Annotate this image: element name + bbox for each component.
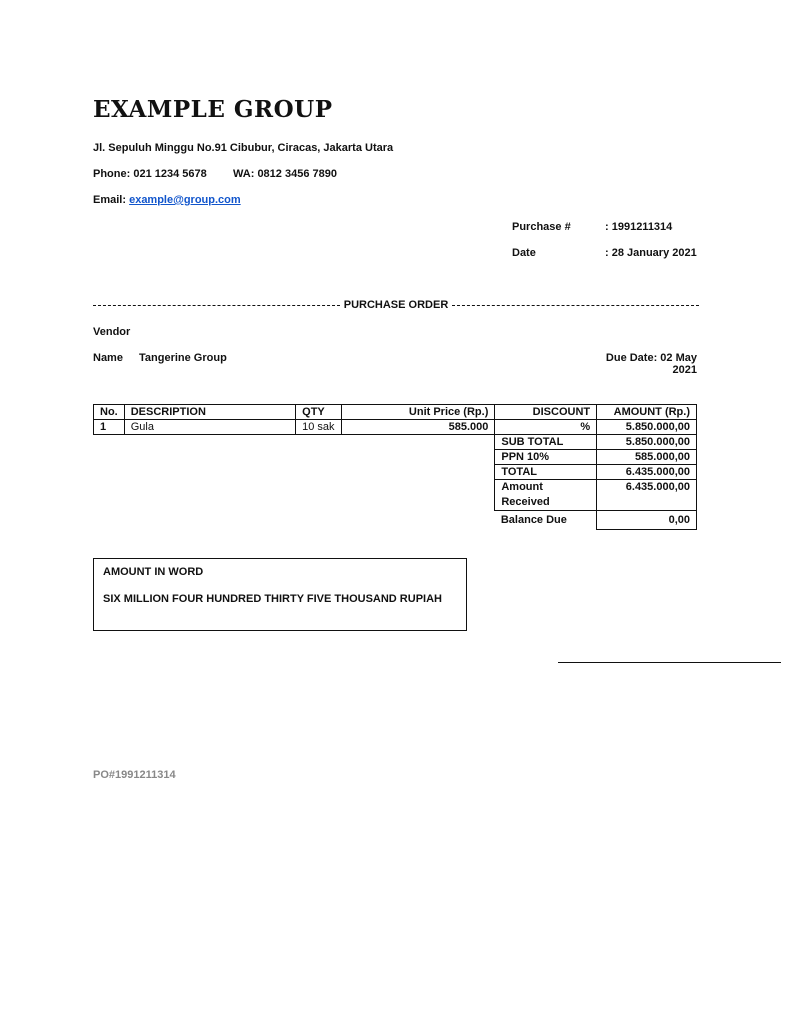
company-email-row [93, 194, 241, 206]
purchase-order-title: PURCHASE ORDER [343, 299, 449, 311]
date-value: : 28 January 2021 [605, 247, 697, 259]
company-name: EXAMPLE GROUP [93, 96, 333, 123]
total-value: 6.435.000,00 [597, 465, 697, 480]
items-table [93, 404, 697, 530]
received-label-line2: Received [501, 496, 550, 508]
row-description: Gula [124, 420, 295, 435]
table-row [94, 420, 697, 435]
vendor-name-label: Name [93, 352, 123, 364]
vendor-name-value: Tangerine Group [139, 352, 227, 364]
received-label-line1: Amount [501, 481, 543, 493]
header-no: No. [94, 405, 125, 420]
email-link[interactable]: example@group.com [129, 194, 241, 206]
summary-total-row [94, 465, 697, 480]
row-amount: 5.850.000,00 [597, 420, 697, 435]
date-label: Date [512, 247, 536, 259]
row-discount: % [495, 420, 597, 435]
received-label [495, 480, 597, 511]
summary-received-row [94, 480, 697, 511]
row-qty: 10 sak [296, 420, 342, 435]
amount-in-word-box [93, 558, 467, 631]
vendor-label: Vendor [93, 326, 131, 338]
subtotal-label: SUB TOTAL [495, 435, 597, 450]
purchase-label: Purchase # [512, 221, 571, 233]
company-phone: Phone: 021 1234 5678 [93, 168, 207, 180]
summary-ppn-row [94, 450, 697, 465]
amount-in-word-title: AMOUNT IN WORD [103, 566, 204, 578]
balance-label: Balance Due [500, 514, 567, 526]
divider-dash-left [93, 305, 340, 306]
section-divider [93, 299, 699, 311]
signature-line [558, 662, 781, 663]
row-no: 1 [94, 420, 125, 435]
header-qty: QTY [296, 405, 342, 420]
purchase-value: : 1991211314 [605, 221, 673, 233]
received-value: 6.435.000,00 [597, 480, 697, 511]
table-header-row [94, 405, 697, 420]
header-unit-price: Unit Price (Rp.) [342, 405, 495, 420]
email-label: Email: [93, 194, 127, 206]
balance-value: 0,00 [597, 511, 697, 530]
company-address: Jl. Sepuluh Minggu No.91 Cibubur, Ciracas, Jakarta Utara [93, 142, 394, 154]
header-amount: AMOUNT (Rp.) [597, 405, 697, 420]
ppn-value: 585.000,00 [597, 450, 697, 465]
divider-dash-right [452, 305, 699, 306]
header-discount: DISCOUNT [495, 405, 597, 420]
subtotal-value: 5.850.000,00 [597, 435, 697, 450]
row-unit-price: 585.000 [342, 420, 495, 435]
footer-po-number: PO#1991211314 [93, 769, 176, 781]
summary-subtotal-row [94, 435, 697, 450]
summary-balance-row [94, 511, 697, 530]
amount-in-word-text: SIX MILLION FOUR HUNDRED THIRTY FIVE THOUSAND RUPIAH [103, 593, 442, 605]
header-description: DESCRIPTION [124, 405, 295, 420]
total-label: TOTAL [495, 465, 597, 480]
ppn-label: PPN 10% [495, 450, 597, 465]
due-date: Due Date: 02 May 2021 [605, 352, 697, 376]
company-wa: WA: 0812 3456 7890 [233, 168, 337, 180]
